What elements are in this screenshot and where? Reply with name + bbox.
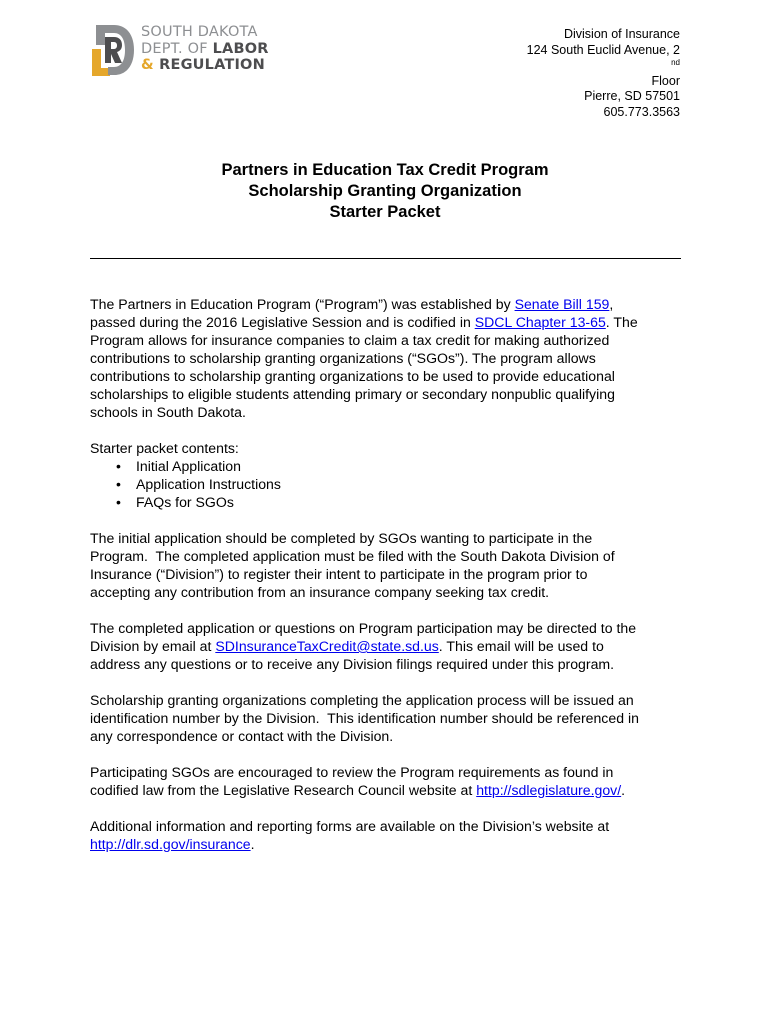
p3-text: . This email will be used to: [438, 638, 604, 654]
p1-line-5: contributions to scholarship granting organizations to be used to provide educational: [90, 368, 615, 384]
logo-line-2: [141, 41, 269, 58]
contents-heading: Starter packet contents:: [90, 440, 239, 456]
logo: [92, 24, 269, 78]
paragraph-additional-info: [90, 817, 690, 853]
address-line-3: Pierre, SD 57501: [584, 89, 680, 103]
logo-wordmark: [141, 24, 269, 74]
p5-line-1: Participating SGOs are encouraged to review the Program requirements as found in: [90, 764, 614, 780]
list-item: [90, 493, 690, 511]
dlr-insurance-link[interactable]: http://dlr.sd.gov/insurance: [90, 836, 251, 852]
title-line-2: Scholarship Granting Organization: [248, 182, 522, 200]
address-line-2: [527, 43, 680, 90]
p3-line-2: [90, 638, 604, 654]
p1-text: . The: [605, 314, 638, 330]
p3-text: Division by email at: [90, 638, 216, 654]
p1-line-7: schools in South Dakota.: [90, 404, 246, 420]
contents-list: [90, 457, 690, 511]
list-item-label: Initial Application: [136, 458, 241, 474]
address-superscript: nd: [671, 58, 680, 67]
p1-line-6: scholarships to eligible students attending primary or secondary nonpublic qualifying: [90, 386, 615, 402]
list-item-label: Application Instructions: [136, 476, 281, 492]
logo-line-3: [141, 57, 269, 74]
address-street: 124 South Euclid Avenue, 2: [526, 42, 680, 57]
paragraph-identification: [90, 691, 690, 745]
logo-line-1: SOUTH DAKOTA: [141, 24, 258, 40]
bullet-icon: •: [116, 458, 121, 474]
sdcl-chapter-link[interactable]: SDCL Chapter 13-65: [474, 314, 606, 330]
p6-period: .: [250, 836, 255, 852]
address-line-1: Division of Insurance: [563, 27, 680, 41]
p1-line-4: contributions to scholarship granting organizations (“SGOs”). The program allows: [90, 350, 596, 366]
logo-line-3-bold: REGULATION: [159, 57, 265, 73]
title-line-3: Starter Packet: [329, 203, 441, 221]
logo-line-2-thin: DEPT. OF: [141, 40, 213, 57]
p1-text: The Partners in Education Program (“Program”) was established by: [90, 296, 515, 312]
list-item-label: FAQs for SGOs: [136, 494, 234, 510]
p1-line-3: Program allows for insurance companies to claim a tax credit for making authorized: [90, 332, 610, 348]
list-item: [90, 475, 690, 493]
address-floor: Floor: [651, 73, 680, 88]
bullet-icon: •: [116, 476, 121, 492]
paragraph-requirements: [90, 763, 690, 799]
sdlegislature-link[interactable]: http://sdlegislature.gov/: [476, 782, 622, 798]
list-item: [90, 457, 690, 475]
document-title: [0, 160, 770, 223]
p5-line-2: [90, 782, 625, 798]
p5-text: codified law from the Legislative Research Council website at: [90, 782, 477, 798]
title-line-1: Partners in Education Tax Credit Program: [221, 161, 549, 179]
p1-line-2: [90, 314, 638, 330]
p4-line-3: any correspondence or contact with the Division.: [90, 728, 394, 744]
p1-text: passed during the 2016 Legislative Session and is codified in: [90, 314, 475, 330]
senate-bill-link[interactable]: Senate Bill 159: [514, 296, 610, 312]
bullet-icon: •: [116, 494, 121, 510]
dlr-logo-icon: [92, 25, 134, 76]
title-divider: [90, 258, 681, 259]
p3-line-1: The completed application or questions on Program participation may be directed to the: [90, 620, 637, 636]
logo-line-2-bold: LABOR: [212, 40, 269, 57]
p3-line-3: address any questions or to receive any Division filings required under this program.: [90, 656, 615, 672]
address-phone: 605.773.3563: [603, 104, 680, 119]
p6-line-1: Additional information and reporting forms are available on the Division’s website at: [90, 818, 610, 834]
document-body: [90, 295, 690, 853]
p4-line-1: Scholarship granting organizations completing the application process will be issued an: [90, 692, 634, 708]
p5-period: .: [621, 782, 626, 798]
p2-line-1: The initial application should be completed by SGOs wanting to participate in the: [90, 530, 593, 546]
p1-line-1: [90, 296, 613, 312]
paragraph-contact: [90, 619, 690, 673]
p2-line-2: Program. The completed application must be filed with the South Dakota Division of: [90, 548, 615, 564]
paragraph-program-intro: [90, 295, 690, 421]
p2-line-4: accepting any contribution from an insurance company seeking tax credit.: [90, 584, 550, 600]
p1-comma: ,: [609, 296, 614, 312]
p4-line-2: identification number by the Division. This identification number should be referenced in: [90, 710, 639, 726]
paragraph-initial-application: [90, 529, 690, 601]
p2-line-3: Insurance (“Division”) to register their intent to participate in the program prior to: [90, 566, 588, 582]
p6-line-2: [90, 836, 255, 852]
logo-ampersand: &: [141, 57, 160, 73]
email-link[interactable]: SDInsuranceTaxCredit@state.sd.us: [215, 638, 439, 654]
division-address: [527, 27, 680, 120]
